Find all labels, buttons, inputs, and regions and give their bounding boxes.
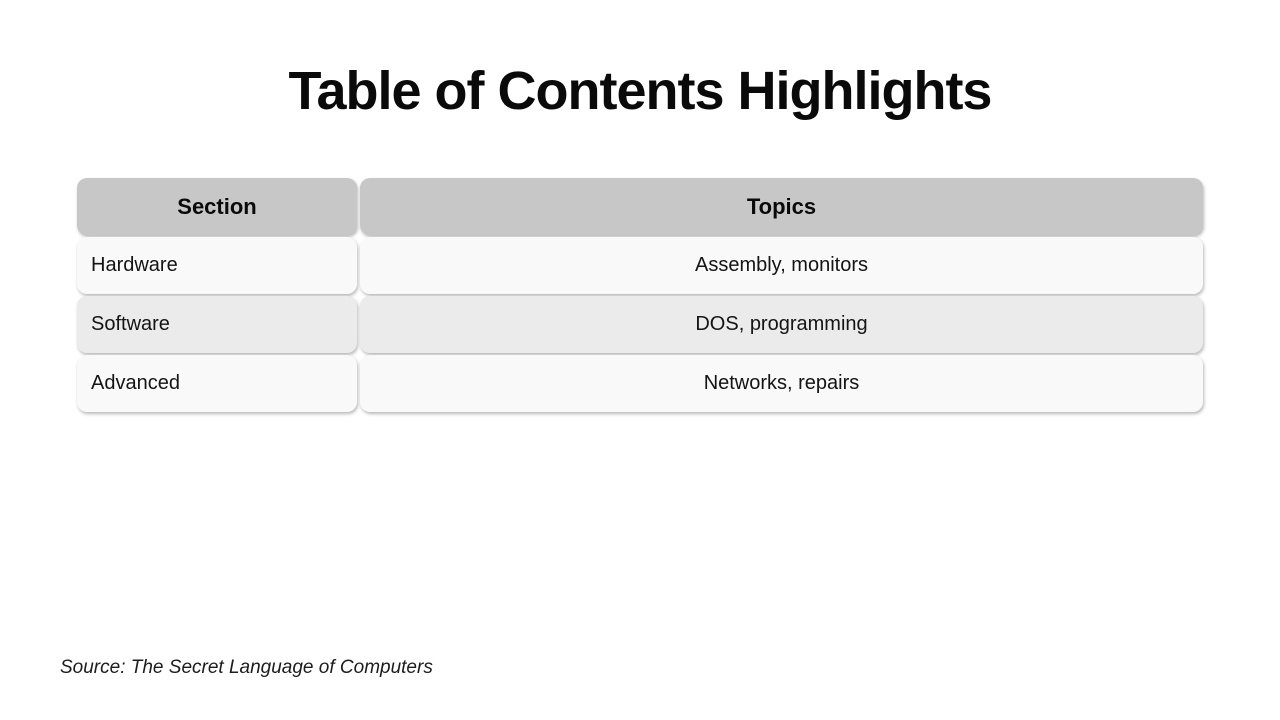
table-cell-topics-hardware: Assembly, monitors [360,237,1203,294]
table-cell-section-advanced: Advanced [77,355,357,412]
contents-table [77,178,1203,412]
page-title: Table of Contents Highlights [288,61,992,121]
table-cell-section-software: Software [77,296,357,353]
table-cell-topics-software: DOS, programming [360,296,1203,353]
source-caption: Source: The Secret Language of Computers [60,657,433,678]
column-header-section: Section [77,178,357,235]
table-cell-section-hardware: Hardware [77,237,357,294]
table-cell-topics-advanced: Networks, repairs [360,355,1203,412]
column-header-topics: Topics [360,178,1203,235]
